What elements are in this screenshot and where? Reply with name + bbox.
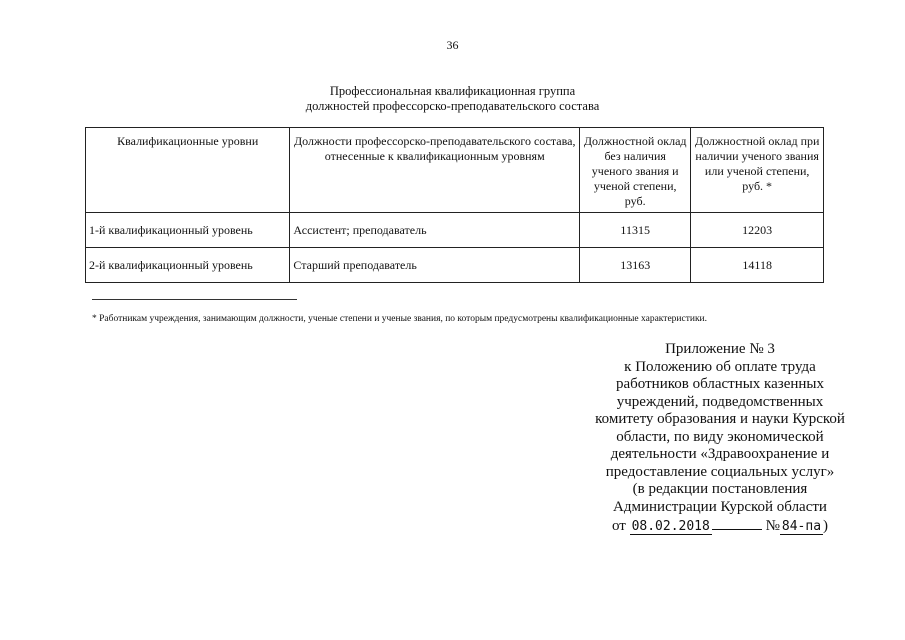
document-date: 08.02.2018: [631, 519, 710, 534]
appendix-block: [570, 341, 870, 536]
table-title-line-2: должностей профессорско-преподавательского состава: [305, 99, 600, 113]
appendix-line: области, по виду экономической: [616, 428, 824, 445]
row-level: 1-й квалификационный уровень: [86, 213, 290, 248]
footnote-divider: [92, 299, 297, 300]
row-level: 2-й квалификационный уровень: [86, 248, 290, 283]
closing-parenthesis: ): [823, 518, 829, 534]
row-salary-degree: 12203: [691, 213, 824, 248]
table-title-line-1: Профессиональная квалификационная группа: [329, 84, 576, 98]
row-salary-base: 11315: [580, 213, 691, 248]
appendix-line: деятельности «Здравоохранение и: [610, 446, 830, 462]
page-number: 36: [446, 38, 459, 52]
table-row: [86, 213, 824, 248]
row-positions: Ассистент; преподаватель: [290, 213, 580, 248]
row-salary-base: 13163: [580, 248, 691, 283]
date-prefix: от: [611, 518, 626, 534]
header-salary-without-degree: Должностной оклад без наличия ученого звания и ученой степени, руб.: [580, 128, 691, 213]
blank-underline: [712, 516, 762, 530]
row-salary-degree: 14118: [691, 248, 824, 283]
appendix-line: предоставление социальных услуг»: [605, 463, 835, 480]
header-positions: Должности профессорско-преподавательского состава, отнесенные к квалификационным уровням: [290, 128, 580, 213]
appendix-line: к Положению об оплате труда: [624, 358, 816, 375]
appendix-line: комитету образования и науки Курской: [595, 411, 845, 427]
table-header-row: [86, 128, 824, 213]
appendix-line: Администрации Курской области: [613, 498, 827, 515]
footnote: * Работникам учреждения, занимающим должности, ученые степени и ученые звания, по которым предусмотрены квалификационные характеристики.: [92, 314, 708, 324]
number-prefix: №: [765, 518, 780, 534]
appendix-line: работников областных казенных: [616, 376, 824, 392]
table-row: [86, 248, 824, 283]
document-number: 84-па: [781, 519, 822, 534]
appendix-line: (в редакции постановления: [632, 481, 808, 497]
appendix-line: учреждений, подведомственных: [616, 393, 824, 410]
appendix-line: Приложение № 3: [665, 341, 775, 357]
appendix-date-line: [570, 516, 870, 536]
header-salary-with-degree: Должностной оклад при наличии ученого звания или ученой степени, руб. *: [691, 128, 824, 213]
salary-table: [85, 127, 824, 283]
table-title: [0, 84, 905, 114]
header-qualification-levels: Квалификационные уровни: [86, 128, 290, 213]
row-positions: Старший преподаватель: [290, 248, 580, 283]
